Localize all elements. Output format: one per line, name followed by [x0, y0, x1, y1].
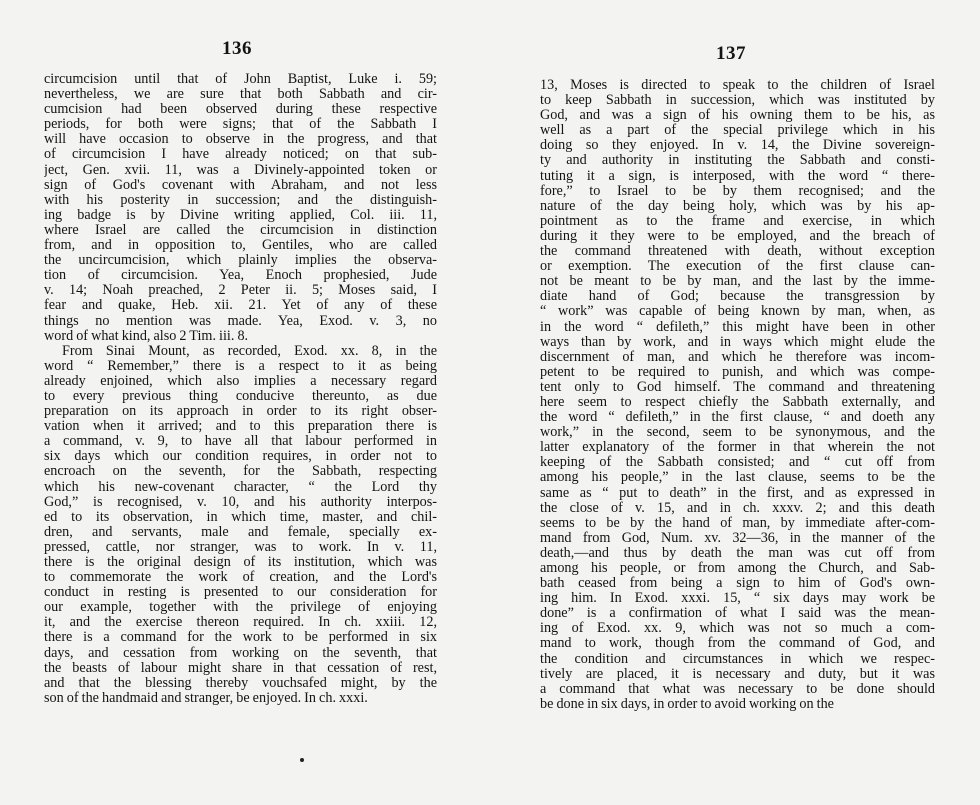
text-line: to commemorate the work of creation, and the Lord's	[44, 570, 437, 586]
text-line: among his people, or from among the Church, and Sab-	[540, 561, 935, 576]
text-line: from, and in opposition to, Gentiles, who are called	[44, 238, 437, 254]
text-line: vation when it arrived; and to this preparation there is	[44, 419, 437, 435]
page-body-text	[44, 72, 437, 706]
text-line: the beasts of labour might share in that cessation of rest,	[44, 660, 437, 676]
text-line: fore,” to Israel to be by them recognised; and the	[540, 183, 935, 199]
text-line: pressed, cattle, nor stranger, was to work. In v. 11,	[44, 539, 437, 555]
text-line: a command that what was necessary to be done should	[540, 681, 935, 697]
text-line: already enjoined, which also implies a necessary regard	[44, 373, 437, 389]
text-line: there is a command for the work to be performed in six	[44, 630, 437, 646]
text-line: the condition and circumstances in which we respec-	[540, 651, 935, 667]
text-line: not be meant to be by man, and the last by the imme-	[540, 274, 935, 290]
text-line: where Israel are called the circumcision in distinction	[44, 222, 437, 238]
text-line: things no mention was made. Yea, Exod. v. 3, no	[44, 313, 437, 329]
text-line: days, and cessation from working on the seventh, that	[44, 645, 437, 661]
text-line: “ work” was capable of being known by man, when, as	[540, 304, 935, 320]
text-line: mand from God, Num. xv. 32—36, in the manner of the	[540, 530, 935, 546]
text-line: work,” in the second, seem to be synonymous, and the	[540, 425, 935, 441]
text-line: death,—and thus by death the man was cut off from	[540, 545, 935, 561]
page-number: 136	[222, 38, 252, 59]
text-line: the close of v. 15, and in ch. xxxv. 2; and this death	[540, 500, 935, 516]
text-line: the uncircumcision, which plainly implies the observa-	[44, 253, 437, 269]
text-line: ed to its observation, in which time, master, and chil-	[44, 509, 437, 525]
text-line: ject, Gen. xvii. 11, was a Divinely-appointed token or	[44, 162, 437, 178]
text-line: God,” is recognised, v. 10, and his authority interpos-	[44, 494, 437, 510]
text-line: diate hand of God; because the transgression by	[540, 289, 935, 305]
text-line: preparation on its approach in order to its right obser-	[44, 404, 437, 420]
text-line: 13, Moses is directed to speak to the children of Israel	[540, 78, 935, 93]
right-page	[490, 0, 980, 805]
ink-speck	[300, 758, 304, 762]
text-line: done” is a confirmation of what I said was the mean-	[540, 606, 935, 622]
text-line: tion of circumcision. Yea, Enoch prophesied, Jude	[44, 268, 437, 284]
text-line: ing him. In Exod. xxxi. 15, “ six days may work be	[540, 591, 935, 607]
text-line: circumcision until that of John Baptist, Luke i. 59;	[44, 72, 437, 87]
text-line: the word “ defileth,” in the first clause, “ and doeth any	[540, 410, 935, 426]
text-line: discernment of man, and which he therefore was incom-	[540, 349, 935, 365]
text-line: son of the handmaid and stranger, be enjoyed. In ch. xxxi.	[44, 690, 368, 706]
text-line: ty and authority in instituting the Sabbath and consti-	[540, 153, 935, 169]
text-line: doing so they enjoyed. In v. 14, the Divine sovereign-	[540, 138, 935, 154]
text-line: seems to be by the hand of man, by immediate after-com-	[540, 515, 935, 531]
text-line: or exemption. The execution of the first clause can-	[540, 259, 935, 275]
text-line: our example, together with the privilege of enjoying	[44, 600, 437, 616]
text-line: nevertheless, we are sure that both Sabbath and cir-	[44, 87, 437, 103]
text-line: during it they were to be employed, and the breach of	[540, 228, 935, 244]
text-line: will have occasion to observe in the progress, and that	[44, 132, 437, 148]
text-line: pointment as to the frame and exercise, in which	[540, 213, 935, 229]
text-line: cumcision had been observed during these respective	[44, 102, 437, 118]
text-line: well as a part of the special privilege which in his	[540, 123, 935, 139]
text-line: among his people,” in the last clause, seems to be the	[540, 470, 935, 486]
page-body-text	[540, 78, 935, 712]
text-line: petent to be required to punish, and which was compe-	[540, 364, 935, 380]
text-line: of circumcision I have already noticed; on that sub-	[44, 147, 437, 163]
text-line: which his new-covenant character, “ the Lord thy	[44, 479, 437, 495]
text-line: word of what kind, also 2 Tim. iii. 8.	[44, 328, 249, 344]
text-line: to keep Sabbath in succession, which was instituted by	[540, 93, 935, 109]
text-line: to every previous thing conducive thereunto, as due	[44, 388, 437, 404]
text-line: tuting it a sign, is interposed, with the word “ there-	[540, 168, 935, 184]
text-line: with his posterity in succession; and the distinguish-	[44, 192, 437, 208]
text-line: From Sinai Mount, as recorded, Exod. xx. 8, in the	[62, 343, 437, 359]
text-line: conduct in resting is presented to our consideration for	[44, 585, 437, 601]
text-line: encroach on the seventh, for the Sabbath, respecting	[44, 464, 437, 480]
page-number: 137	[716, 43, 746, 64]
text-line: there is the original design of its institution, which was	[44, 555, 437, 570]
text-line: in the word “ defileth,” this might have been in other	[540, 319, 935, 335]
text-line: God, and was a sign of his owning them to be his, as	[540, 108, 935, 124]
text-line: v. 14; Noah preached, 2 Peter ii. 5; Moses said, I	[44, 283, 437, 299]
text-line: the command threatened with death, without exception	[540, 244, 935, 260]
text-line: keeping of the Sabbath consisted; and “ cut off from	[540, 455, 935, 471]
text-line: dren, and servants, male and female, specially ex-	[44, 524, 437, 540]
text-line: ing of Exod. xx. 9, which was not so much a com-	[540, 621, 935, 637]
text-line: a command, v. 9, to have all that labour performed in	[44, 434, 437, 450]
text-line: here seem to respect chiefly the Sabbath externally, and	[540, 394, 935, 410]
text-line: latter explanatory of the former in that wherein the not	[540, 440, 935, 456]
text-line: ways than by work, and in ways which might elude the	[540, 334, 935, 350]
text-line: word “ Remember,” there is a respect to it as being	[44, 358, 437, 374]
text-line: it, and the exercise thereon required. In ch. xxiii. 12,	[44, 615, 437, 631]
text-line: periods, for both were signs; that of the Sabbath I	[44, 117, 437, 133]
text-line: tively are placed, it is necessary and duty, but it was	[540, 666, 935, 682]
text-line: bath ceased from being a sign to him of God's own-	[540, 576, 935, 592]
text-line: sign of God's covenant with Abraham, and not less	[44, 177, 437, 193]
text-line: and that the blessing thereby vouchsafed might, by the	[44, 675, 437, 691]
text-line: tent only to God himself. The command and threatening	[540, 379, 935, 395]
text-line: same as “ put to death” in the first, and as expressed in	[540, 485, 935, 501]
text-line: nature of the day being holy, which was by his ap-	[540, 198, 935, 214]
text-line: six days which our condition requires, in order not to	[44, 449, 437, 465]
text-line: be done in six days, in order to avoid working on the	[540, 696, 834, 712]
text-line: ing badge is by Divine writing applied, Col. iii. 11,	[44, 207, 437, 223]
text-line: fear and quake, Heb. xii. 21. Yet of any of these	[44, 298, 437, 314]
text-line: mand to work, though from the command of God, and	[540, 636, 935, 652]
